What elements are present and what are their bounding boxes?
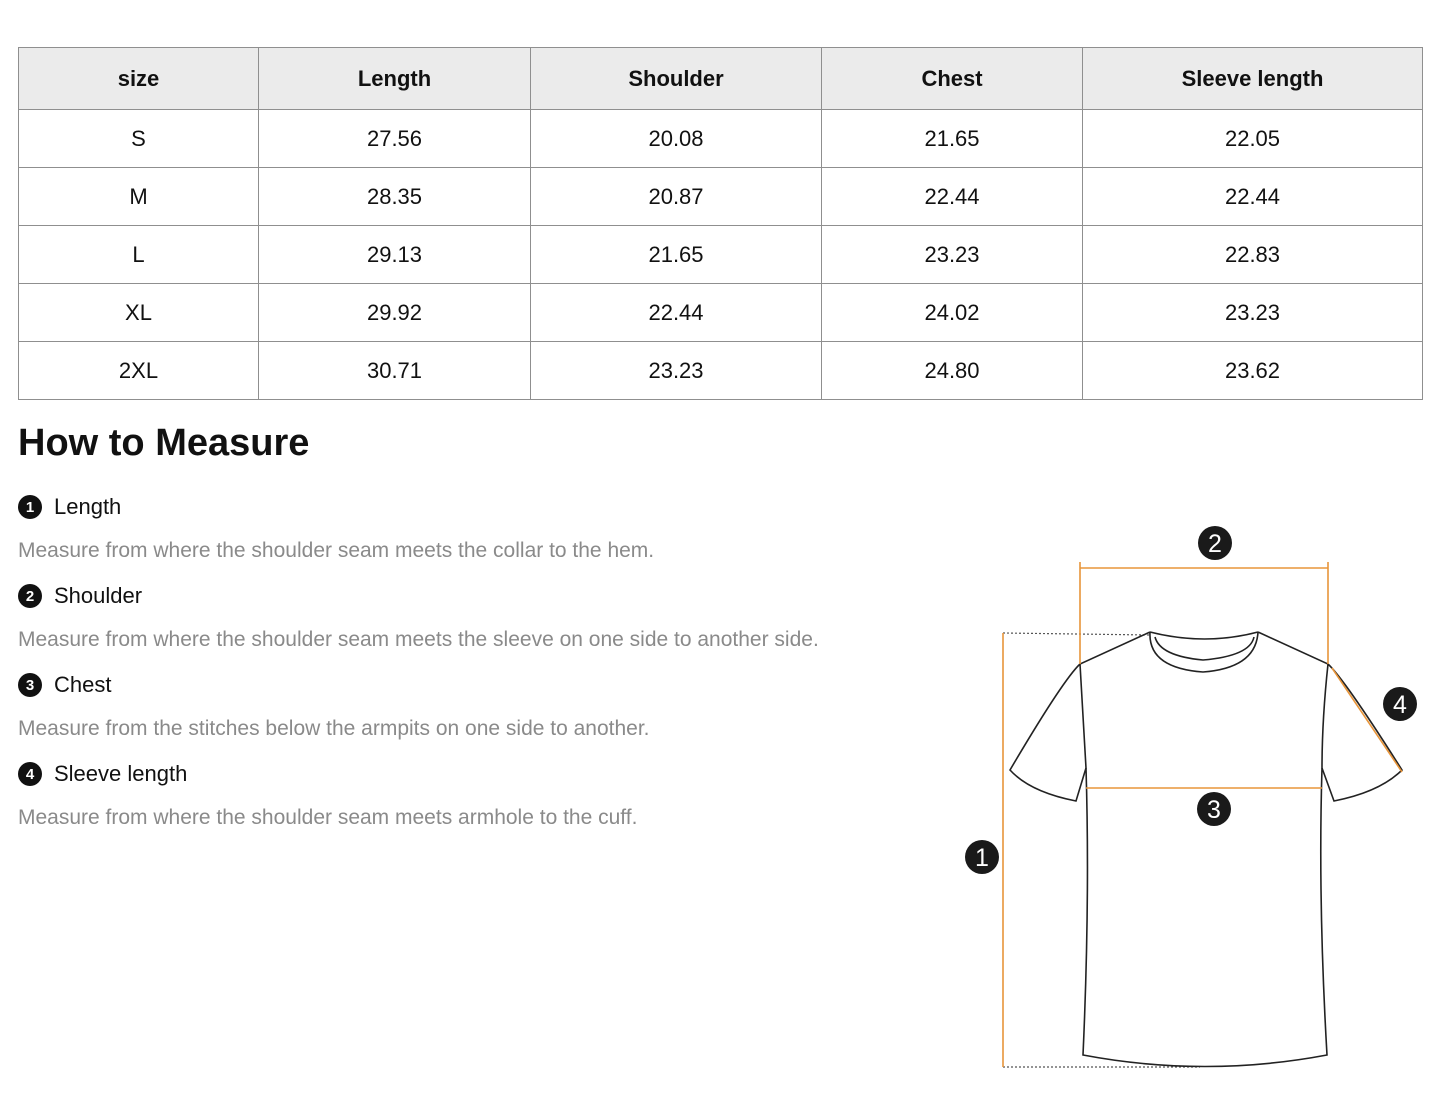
- marker-3-icon: [1197, 792, 1231, 826]
- table-cell: 21.65: [531, 226, 822, 284]
- table-cell: 21.65: [822, 110, 1083, 168]
- step-label: Length: [54, 494, 122, 519]
- table-cell: 29.92: [259, 284, 531, 342]
- table-cell: 2XL: [19, 342, 259, 400]
- table-cell: 23.23: [531, 342, 822, 400]
- header-size: size: [19, 48, 259, 110]
- table-row: [19, 226, 1423, 284]
- number-1-icon: 1: [18, 495, 42, 519]
- number-3-icon: 3: [18, 673, 42, 697]
- table-cell: 23.62: [1083, 342, 1423, 400]
- size-chart-table: [18, 47, 1423, 400]
- table-row: [19, 284, 1423, 342]
- table-cell: 22.83: [1083, 226, 1423, 284]
- table-cell: 24.80: [822, 342, 1083, 400]
- step-chest-title: [18, 672, 111, 698]
- table-row: [19, 168, 1423, 226]
- table-cell: 22.44: [822, 168, 1083, 226]
- marker-label: 4: [1393, 691, 1407, 719]
- table-cell: M: [19, 168, 259, 226]
- marker-label: 3: [1207, 796, 1221, 824]
- table-cell: 29.13: [259, 226, 531, 284]
- step-length-title: [18, 494, 121, 520]
- step-sleeve-length-description: Measure from where the shoulder seam meets armhole to the cuff.: [18, 806, 638, 829]
- step-label: Chest: [54, 672, 112, 697]
- number-2-icon: 2: [18, 584, 42, 608]
- marker-1-icon: [965, 840, 999, 874]
- step-shoulder-description: Measure from where the shoulder seam meets the sleeve on one side to another side.: [18, 628, 819, 651]
- tshirt-outline: [1010, 632, 1402, 1067]
- marker-label: 2: [1208, 530, 1222, 558]
- table-cell: 27.56: [259, 110, 531, 168]
- table-cell: 30.71: [259, 342, 531, 400]
- table-cell: 24.02: [822, 284, 1083, 342]
- step-label: Sleeve length: [54, 761, 188, 786]
- table-cell: S: [19, 110, 259, 168]
- sleeve-measure-line: [1332, 668, 1402, 772]
- step-chest-description: Measure from the stitches below the armpits on one side to another.: [18, 717, 650, 740]
- table-row: [19, 342, 1423, 400]
- table-cell: 22.44: [1083, 168, 1423, 226]
- header-length: Length: [259, 48, 531, 110]
- marker-4-icon: [1383, 687, 1417, 721]
- header-chest: Chest: [822, 48, 1083, 110]
- table-cell: 22.44: [531, 284, 822, 342]
- marker-2-icon: [1198, 526, 1232, 560]
- table-cell: XL: [19, 284, 259, 342]
- tshirt-measurement-diagram: [950, 520, 1420, 1080]
- table-cell: L: [19, 226, 259, 284]
- table-cell: 20.87: [531, 168, 822, 226]
- table-cell: 28.35: [259, 168, 531, 226]
- header-sleeve-length: Sleeve length: [1083, 48, 1423, 110]
- step-sleeve-length-title: [18, 761, 187, 787]
- how-to-measure-heading: How to Measure: [18, 422, 310, 464]
- table-header-row: [19, 48, 1423, 110]
- header-shoulder: Shoulder: [531, 48, 822, 110]
- marker-label: 1: [975, 844, 989, 872]
- number-4-icon: 4: [18, 762, 42, 786]
- table-cell: 23.23: [822, 226, 1083, 284]
- table-row: [19, 110, 1423, 168]
- length-guide-dotted: [1003, 633, 1200, 1067]
- step-shoulder-title: [18, 583, 142, 609]
- table-cell: 22.05: [1083, 110, 1423, 168]
- table-cell: 20.08: [531, 110, 822, 168]
- step-label: Shoulder: [54, 583, 143, 608]
- table-cell: 23.23: [1083, 284, 1423, 342]
- step-length-description: Measure from where the shoulder seam meets the collar to the hem.: [18, 539, 655, 562]
